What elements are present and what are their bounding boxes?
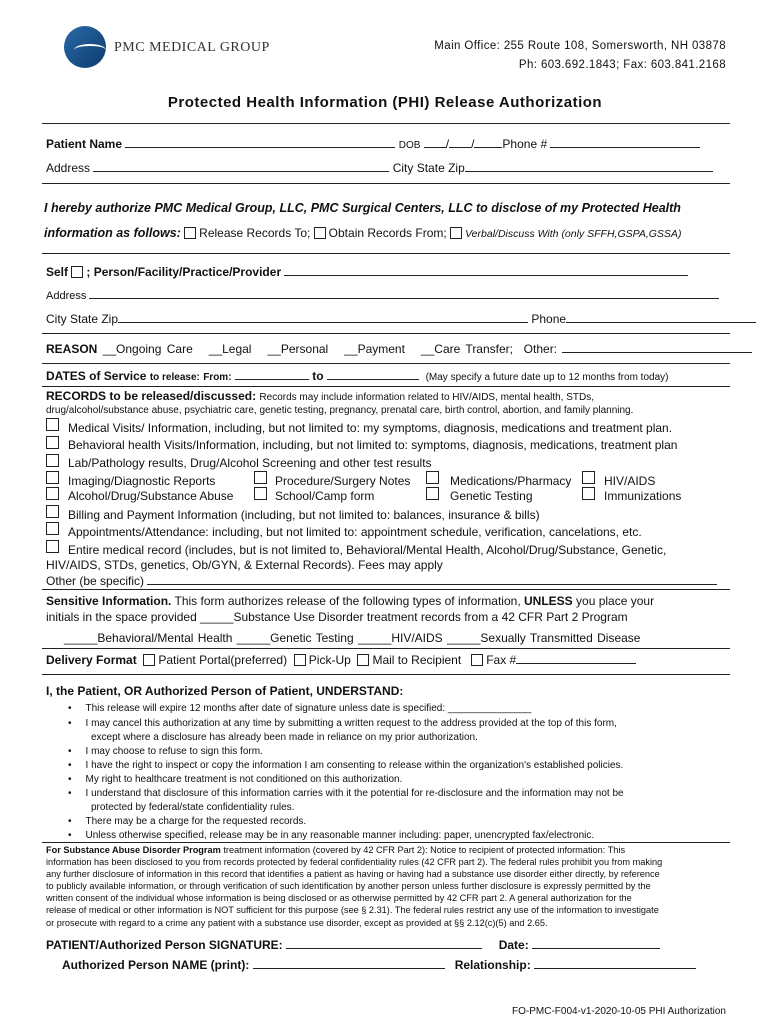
lab-pathology-checkbox[interactable] xyxy=(46,454,59,467)
self-label: Self xyxy=(46,265,69,279)
hiv-aids-checkbox[interactable] xyxy=(582,471,595,484)
patient-city-field[interactable] xyxy=(465,171,713,172)
imaging-label: Imaging/Diagnostic Reports xyxy=(68,474,216,488)
obtain-records-checkbox[interactable] xyxy=(314,227,326,239)
records-intro-2: drug/alcohol/substance abuse, psychiatric care, genetic testing, pregnancy, prenatal care, birth control, abortion, and family planning. xyxy=(46,405,634,416)
substance-line-1: treatment information (covered by 42 CFR Part 2): Notice to recipient of protected information: This xyxy=(223,845,626,855)
sensitive-heading: Sensitive Information. xyxy=(46,594,172,608)
portal-label: Patient Portal(preferred) xyxy=(158,653,288,667)
print-name-label: Authorized Person NAME (print): xyxy=(62,958,250,972)
entire-record-checkbox[interactable] xyxy=(46,540,59,553)
sensitive-initials-line: _____Behavioral/Mental Health _____Genetic Testing _____HIV/AIDS _____Sexually Transmitted Disease xyxy=(64,631,641,645)
appointments-checkbox[interactable] xyxy=(46,522,59,535)
logo-text: PMC MEDICAL GROUP xyxy=(114,40,270,55)
release-records-checkbox[interactable] xyxy=(184,227,196,239)
title-divider xyxy=(42,123,730,124)
reason-other-label: Other: xyxy=(523,342,558,356)
behavioral-health-label: Behavioral health Visits/Information, including, but not limited to: symptoms, diagnosis, medications, treatment plan xyxy=(68,438,678,452)
immunizations-checkbox[interactable] xyxy=(582,487,595,500)
dob-year-field[interactable] xyxy=(474,147,502,148)
dob-month-field[interactable] xyxy=(424,147,446,148)
genetic-testing-checkbox[interactable] xyxy=(426,487,439,500)
substance-line-2: information has been disclosed to you from records protected by federal confidentiality rules (42 CFR part 2). The federal rules prohibit you from making xyxy=(46,857,663,867)
fax-label: Fax # xyxy=(486,653,517,667)
pickup-label: Pick-Up xyxy=(308,653,351,667)
patient-name-field[interactable] xyxy=(125,147,395,148)
delivery-label: Delivery Format xyxy=(46,653,137,667)
reason-ongoing[interactable]: __Ongoing Care xyxy=(102,342,193,356)
understand-heading: I, the Patient, OR Authorized Person of Patient, UNDERSTAND: xyxy=(46,684,404,698)
dates-from-field[interactable] xyxy=(235,379,309,380)
bullet-charge: There may be a charge for the requested records. xyxy=(85,816,307,827)
office-phone: Ph: 603.692.1843; Fax: 603.841.2168 xyxy=(518,59,726,71)
verbal-discuss-label: Verbal/Discuss With (only SFFH,GSPA,GSSA) xyxy=(465,228,682,240)
mail-label: Mail to Recipient xyxy=(372,653,462,667)
address-label: Address xyxy=(46,161,91,175)
sensitive-text-2: you place your xyxy=(576,594,655,608)
sensitive-substance-line: initials in the space provided _____Substance Use Disorder treatment records from a 42 CFR Part 2 Program xyxy=(46,610,628,624)
relationship-label: Relationship: xyxy=(454,958,531,972)
sensitive-unless: UNLESS xyxy=(524,594,573,608)
dates-to-field[interactable] xyxy=(327,379,419,380)
page-title: Protected Health Information (PHI) Release Authorization xyxy=(167,94,603,111)
medications-checkbox[interactable] xyxy=(426,471,439,484)
procedure-notes-label: Procedure/Surgery Notes xyxy=(275,474,411,488)
dates-note: (May specify a future date up to 12 months from today) xyxy=(425,372,669,383)
self-checkbox[interactable] xyxy=(71,266,83,278)
immunizations-label: Immunizations xyxy=(604,489,682,503)
print-name-field[interactable] xyxy=(253,968,445,969)
person-facility-label: ; Person/Facility/Practice/Provider xyxy=(86,265,282,279)
patient-name-label: Patient Name xyxy=(46,137,123,151)
records-heading: RECORDS to be released/discussed: xyxy=(46,389,257,403)
sensitive-text-1: This form authorizes release of the following types of information, xyxy=(174,594,521,608)
dates-to-label: to xyxy=(312,369,324,383)
patient-divider xyxy=(42,183,730,184)
billing-checkbox[interactable] xyxy=(46,505,59,518)
recipient-address-field[interactable] xyxy=(89,298,719,299)
alcohol-drug-label: Alcohol/Drug/Substance Abuse xyxy=(68,489,234,503)
recipient-divider xyxy=(42,333,730,334)
dob-day-field[interactable] xyxy=(449,147,471,148)
substance-line-6: release of medical or other information is NOT sufficient for this purpose (see § 2.31). The federal rules restrict any use of the information to investigate xyxy=(46,905,659,915)
substance-line-3: any further disclosure of information in this record that identifies a patient as having or having had a substance use disorder either directly, by reference xyxy=(46,869,660,879)
bullet-treatment: My right to healthcare treatment is not conditioned on this authorization. xyxy=(85,774,403,785)
substance-lead: For Substance Abuse Disorder Program xyxy=(46,845,221,855)
bullet-expire: This release will expire 12 months after date of signature unless date is specified: _______________ xyxy=(85,703,532,714)
office-address: Main Office: 255 Route 108, Somersworth, NH 03878 xyxy=(434,40,726,52)
imaging-checkbox[interactable] xyxy=(46,471,59,484)
mail-checkbox[interactable] xyxy=(357,654,369,666)
hiv-aids-label: HIV/AIDS xyxy=(604,474,656,488)
phone-label: Phone # xyxy=(502,137,548,151)
form-id-footer: FO-PMC-F004-v1-2020-10-05 PHI Authorization xyxy=(512,1006,726,1017)
reason-payment[interactable]: __Payment xyxy=(344,342,405,356)
pickup-checkbox[interactable] xyxy=(294,654,306,666)
recipient-address-label: Address xyxy=(46,290,87,302)
release-records-label: Release Records To; xyxy=(199,226,311,240)
school-camp-checkbox[interactable] xyxy=(254,487,267,500)
substance-line-5: written consent of the individual whose information is being disclosed or as otherwise permitted by 42 CFR part 2. A general authorization for the xyxy=(46,893,632,903)
behavioral-health-checkbox[interactable] xyxy=(46,436,59,449)
reason-other-field[interactable] xyxy=(562,352,752,353)
medical-visits-label: Medical Visits/ Information, including, but not limited to: my symptoms, diagnosis, medications and treatment plan. xyxy=(68,421,673,435)
dates-from-label: From: xyxy=(203,372,232,383)
city-state-zip-label: City State Zip xyxy=(392,161,465,175)
signature-label: PATIENT/Authorized Person SIGNATURE: xyxy=(46,938,283,952)
dates-to-release: to release: xyxy=(149,372,200,383)
lab-pathology-label: Lab/Pathology results, Drug/Alcohol Screening and other test results xyxy=(68,456,432,470)
dates-label: DATES of Service xyxy=(46,369,147,383)
bullet-redisclosure-cont: protected by federal/state confidentiality rules. xyxy=(91,802,295,813)
sensitive-divider xyxy=(42,648,730,649)
patient-address-field[interactable] xyxy=(93,171,389,172)
date-label: Date: xyxy=(498,938,529,952)
signature-date-field[interactable] xyxy=(532,948,660,949)
genetic-testing-label: Genetic Testing xyxy=(450,489,533,503)
bullet-redisclosure: I understand that disclosure of this information carries with it the potential for re-disclosure and the information may not be xyxy=(85,788,624,799)
reason-care-transfer[interactable]: __Care Transfer; xyxy=(420,342,513,356)
reason-personal[interactable]: __Personal xyxy=(267,342,329,356)
fax-number-field[interactable] xyxy=(516,663,636,664)
entire-record-label-2: HIV/AIDS, STDs, genetics, Ob/GYN, & External Records). Fees may apply xyxy=(46,558,443,572)
medications-label: Medications/Pharmacy xyxy=(450,474,572,488)
verbal-discuss-checkbox[interactable] xyxy=(450,227,462,239)
bullet-cancel-cont: except where a disclosure has already been made in reliance on my prior authorization. xyxy=(91,732,478,743)
recipient-city-field[interactable] xyxy=(118,322,528,323)
records-intro-1: Records may include information related to HIV/AIDS, mental health, STDs, xyxy=(259,392,595,403)
appointments-label: Appointments/Attendance: including, but not limited to: appointment schedule, verification, cancelations, etc. xyxy=(68,525,642,539)
substance-line-4: to publicly available information, or through verification of such identification by another person unless further disclosure is expressly permitted by the xyxy=(46,881,651,891)
fax-checkbox[interactable] xyxy=(471,654,483,666)
alcohol-drug-checkbox[interactable] xyxy=(46,487,59,500)
bullet-cancel: I may cancel this authorization at any time by submitting a written request to the address provided at the top of this form, xyxy=(85,718,617,729)
other-specific-field[interactable] xyxy=(147,584,717,585)
dob-label: DOB xyxy=(398,140,421,151)
substance-line-7: or prosecute with regard to a crime any patient with a substance use disorder, except as provided at §§ 2.12(c)(5) and 2.65. xyxy=(46,918,548,928)
procedure-notes-checkbox[interactable] xyxy=(254,471,267,484)
person-facility-field[interactable] xyxy=(284,275,688,276)
relationship-field[interactable] xyxy=(534,968,696,969)
signature-field[interactable] xyxy=(286,948,482,949)
reason-label: REASON xyxy=(46,342,98,356)
other-specific-label: Other (be specific) xyxy=(46,574,145,588)
patient-phone-field[interactable] xyxy=(550,147,700,148)
authorize-lead: information as follows: xyxy=(44,226,181,240)
records-divider xyxy=(42,589,730,590)
bullet-inspect: I have the right to inspect or copy the information I am consenting to release within the organization's established policies. xyxy=(85,760,624,771)
authorize-divider xyxy=(42,253,730,254)
bullet-manner: Unless otherwise specified, release may be in any reasonable manner including: paper, unencrypted fax/electronic. xyxy=(85,830,595,841)
authorize-statement: I hereby authorize PMC Medical Group, LLC, PMC Surgical Centers, LLC to disclose of my Protected Health xyxy=(44,201,681,215)
portal-checkbox[interactable] xyxy=(143,654,155,666)
entire-record-label: Entire medical record (includes, but is not limited to, Behavioral/Mental Health, Alcohol/Drug/Substance, Genetic, xyxy=(68,543,667,557)
recipient-phone-field[interactable] xyxy=(566,322,756,323)
obtain-records-label: Obtain Records From; xyxy=(328,226,447,240)
reason-divider xyxy=(42,363,730,364)
pmc-logo-icon xyxy=(64,26,106,68)
understand-divider xyxy=(42,842,730,843)
dates-divider xyxy=(42,386,730,387)
recipient-city-label: City State Zip xyxy=(46,312,119,326)
delivery-divider xyxy=(42,674,730,675)
medical-visits-checkbox[interactable] xyxy=(46,418,59,431)
recipient-phone-label: Phone xyxy=(531,312,567,326)
school-camp-label: School/Camp form xyxy=(275,489,375,503)
billing-label: Billing and Payment Information (including, but not limited to: balances, insurance & bills) xyxy=(68,508,540,522)
bullet-refuse: I may choose to refuse to sign this form. xyxy=(85,746,263,757)
reason-legal[interactable]: __Legal xyxy=(208,342,252,356)
